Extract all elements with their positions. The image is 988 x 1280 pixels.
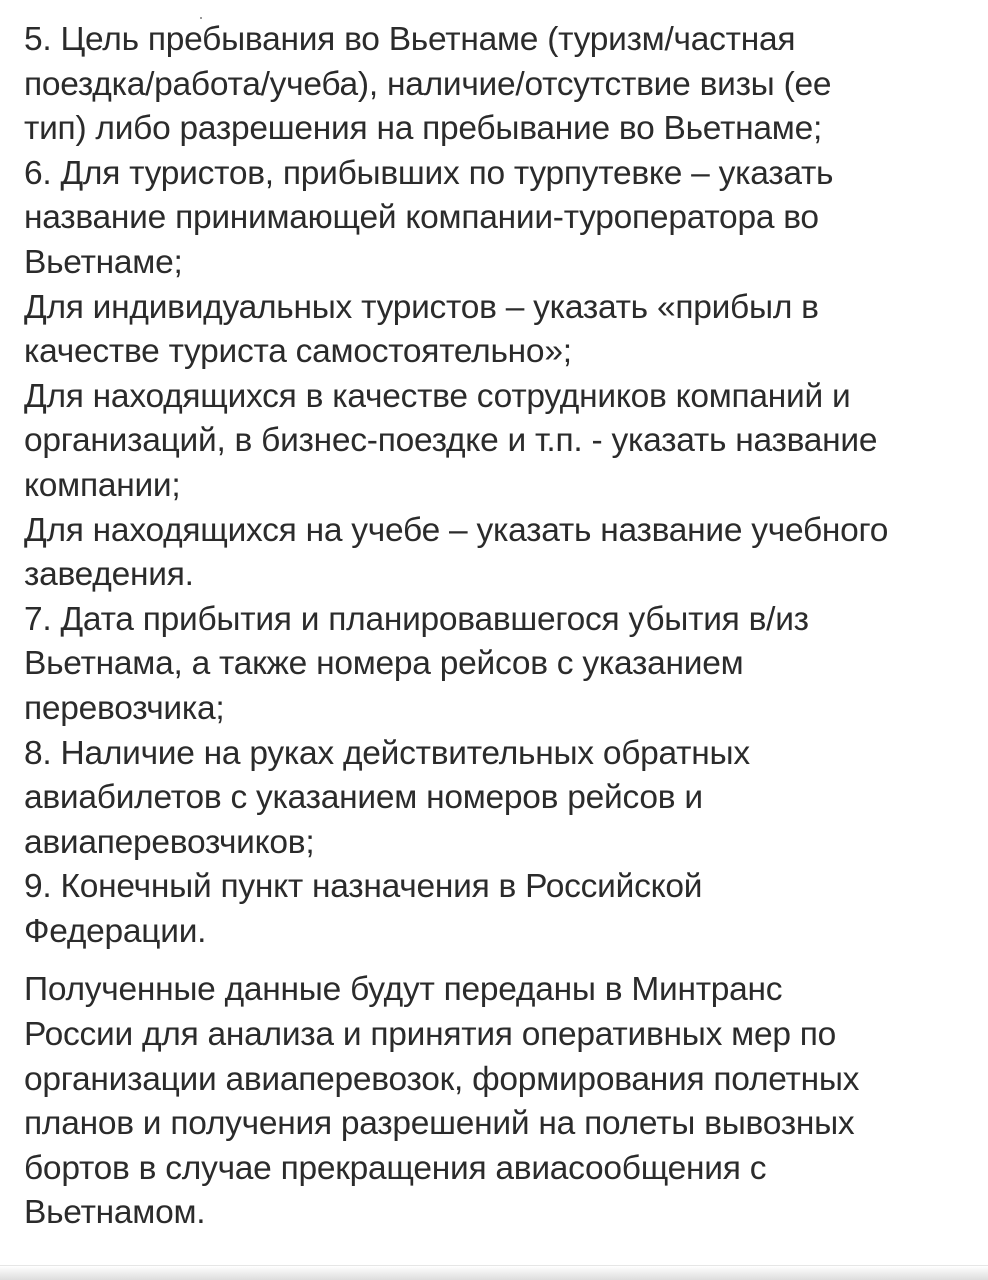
text-line: 7. Дата прибытия и планировавшегося убытия в/из <box>24 600 809 638</box>
text-line: Для находящихся в качестве сотрудников компаний и <box>24 377 851 415</box>
text-line: заведения. <box>24 556 194 594</box>
text-line: Федерации. <box>24 912 207 950</box>
text-line: Вьетнаме; <box>24 243 183 281</box>
text-line: название принимающей компании-туроператора во <box>24 199 819 237</box>
requirements-list-paragraph <box>24 18 970 954</box>
text-line: тип) либо разрешения на пребывание во Вьетнаме; <box>24 110 823 148</box>
text-line: организаций, в бизнес-поездке и т.п. - указать название <box>24 422 878 460</box>
document-page <box>24 18 970 1236</box>
closing-paragraph <box>24 968 970 1236</box>
text-line: 8. Наличие на руках действительных обратных <box>24 734 750 772</box>
text-line: авиаперевозчиков; <box>24 823 315 861</box>
text-line: 9. Конечный пункт назначения в Российской <box>24 868 703 906</box>
text-line: Полученные данные будут переданы в Минтранс <box>24 971 783 1009</box>
bottom-edge-bar <box>0 1265 988 1280</box>
text-line: авиабилетов с указанием номеров рейсов и <box>24 779 703 817</box>
text-line: Для индивидуальных туристов – указать «прибыл в <box>24 288 819 326</box>
text-line: компании; <box>24 466 181 504</box>
text-line: 5. Цель пребывания во Вьетнаме (туризм/частная <box>24 21 796 58</box>
text-line: Вьетнамом. <box>24 1194 206 1232</box>
text-line: поездка/работа/учеба), наличие/отсутствие визы (ее <box>24 65 832 103</box>
text-line: Для находящихся на учебе – указать название учебного <box>24 511 889 549</box>
text-line: 6. Для туристов, прибывших по турпутевке – указать <box>24 154 834 192</box>
text-line: организации авиаперевозок, формирования полетных <box>24 1060 860 1098</box>
text-line: качестве туриста самостоятельно»; <box>24 333 572 371</box>
text-line: России для анализа и принятия оперативных мер по <box>24 1016 837 1054</box>
text-line: Вьетнама, а также номера рейсов с указанием <box>24 645 744 683</box>
text-line: планов и получения разрешений на полеты вывозных <box>24 1105 855 1143</box>
text-line: бортов в случае прекращения авиасообщения с <box>24 1149 767 1187</box>
text-line: перевозчика; <box>24 689 225 727</box>
